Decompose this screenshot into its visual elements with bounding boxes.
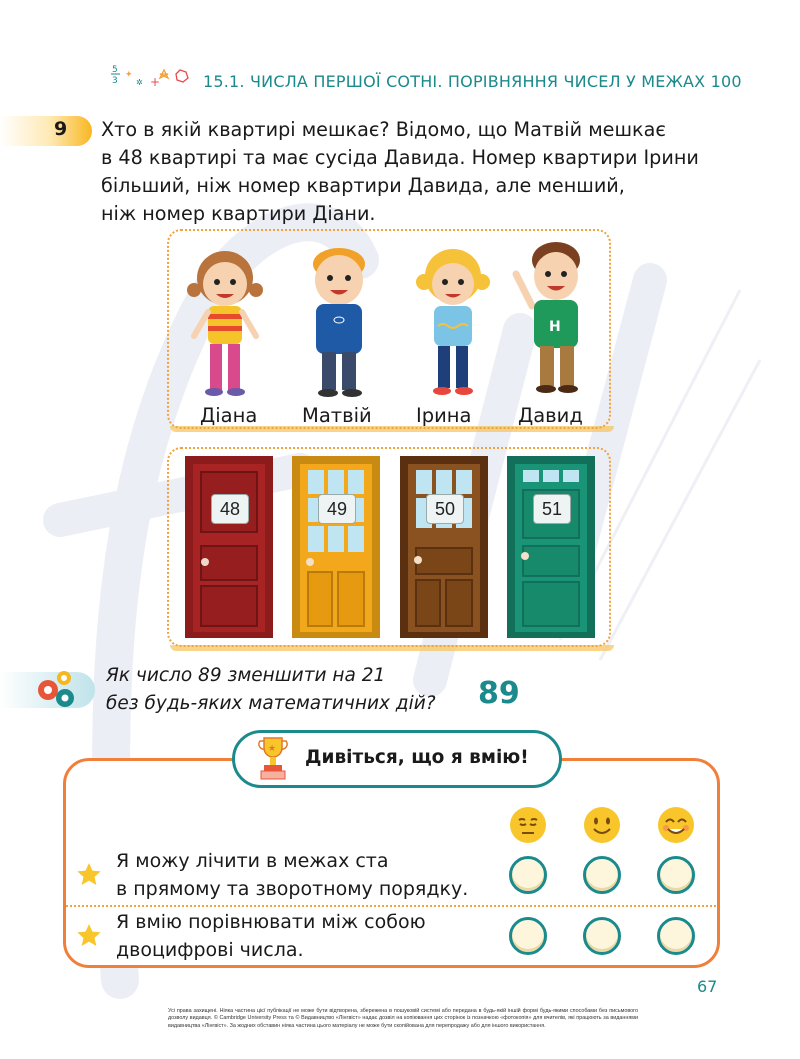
svg-text:✦: ✦ [125,70,133,80]
door-number: 51 [533,494,571,524]
door-48 [185,456,273,638]
skill-2-rating-unsure[interactable] [509,917,547,955]
svg-text:+: + [150,75,161,89]
skill-2-rating-happy[interactable] [657,917,695,955]
unsure-face-icon [508,805,548,845]
skill-1-rating-smiling[interactable] [583,856,621,894]
door-number: 49 [318,494,356,524]
puzzle-text-line-2: без будь-яких математичних дій? [106,693,436,714]
happy-face-icon [656,805,696,845]
yellow-door-icon [292,456,380,638]
skill-1-rating-happy[interactable] [657,856,695,894]
task-text-line-2: в 48 квартирі та має сусіда Давида. Номер квартири Ірини [101,146,699,169]
star-icon [76,862,102,888]
task-text-line-4: ніж номер квартири Діани. [101,202,376,225]
skill-1-line-2: в прямому та зворотному порядку. [116,878,469,900]
smiling-face-icon [582,805,622,845]
matviy-illustration [294,240,384,410]
row-divider [66,905,716,907]
puzzle-number: 89 [478,676,520,711]
svg-text:★: ★ [268,744,277,754]
skill-1-line-1: Я можу лічити в межах ста [116,850,389,872]
diana-illustration [180,240,270,410]
kid-name-iryna: Ірина [416,404,472,427]
red-door-icon [185,456,273,638]
section-title: 15.1. ЧИСЛА ПЕРШОЇ СОТНІ. ПОРІВНЯННЯ ЧИСЕЛ У МЕЖАХ 100 [203,72,742,91]
copyright-footer: Усі права захищені. Ніяка частина цієї публікації не може бути відтворена, збережена в пошуковій системі або передана в будь-якій іншій формі будь-якими способами без письмового дозволу видавця. © Cambridge University Press та © Видавництво «Лінгвіст» надає дозвіл на копіювання цих сторінок із позначкою «фотокопія» для вчителів, які працюють за виданнями видавництва «Лінгвіст». За жодних обставин ніяка частина цього матеріалу не може бути скопійована для перепродажу або для іншого використання. [168,1008,638,1029]
skill-2-rating-smiling[interactable] [583,917,621,955]
door-51 [507,456,595,638]
page-number: 67 [697,977,718,996]
task-text-line-1: Хто в якій квартирі мешкає? Відомо, що Матвій мешкає [101,118,666,141]
fraction-numerator: 5 [112,65,118,75]
skill-1-rating-unsure[interactable] [509,856,547,894]
star-icon [76,923,102,949]
trophy-icon [258,734,288,782]
iryna-illustration [408,240,498,410]
kid-name-diana: Діана [200,404,258,427]
door-number: 48 [211,494,249,524]
brown-door-icon [400,456,488,638]
door-49 [292,456,380,638]
skill-2-line-2: двоцифрові числа. [116,939,304,961]
door-50 [400,456,488,638]
header-decoration-icon [108,60,198,94]
svg-text:✲: ✲ [136,78,143,87]
davyd-illustration [506,236,596,406]
green-door-icon [507,456,595,638]
fraction-denominator: 3 [112,76,118,86]
task-number-band [0,116,92,146]
self-assessment-title: Дивіться, що я вмію! [305,747,529,768]
skill-2-line-1: Я вмію порівнювати між собою [116,911,426,933]
task-number: 9 [54,118,68,140]
puzzle-text-line-1: Як число 89 зменшити на 21 [106,665,386,686]
kid-name-matviy: Матвій [302,404,372,427]
door-number: 50 [426,494,464,524]
gears-icon [34,666,78,710]
kid-name-davyd: Давид [518,404,583,427]
task-text-line-3: більший, ніж номер квартири Давида, але менший, [101,174,625,197]
svg-text:H: H [549,319,561,335]
